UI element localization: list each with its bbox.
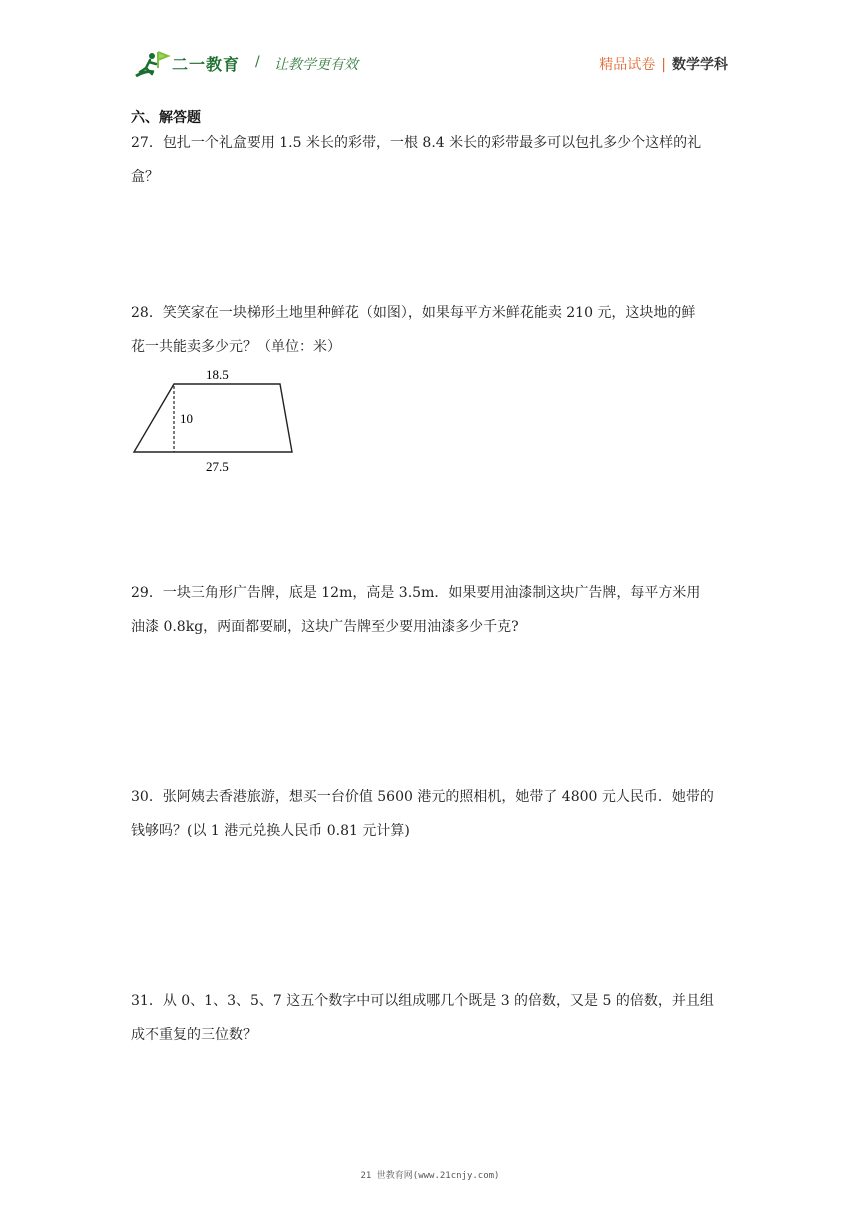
header-rule xyxy=(132,82,730,83)
header-slash: / xyxy=(255,54,260,70)
trapezoid-figure xyxy=(130,362,300,478)
question-line: 27．包扎一个礼盒要用 1.5 米长的彩带，一根 8.4 米长的彩带最多可以包扎多少个这样的礼 xyxy=(131,135,702,151)
tag-subject: 数学学科 xyxy=(672,57,728,73)
question-28 xyxy=(131,296,731,364)
page-header xyxy=(132,48,732,82)
height-label: 10 xyxy=(180,411,193,426)
running-person-flag-icon xyxy=(132,48,172,82)
question-line: 花一共能卖多少元？（单位：米） xyxy=(131,339,341,355)
question-line: 油漆 0.8kg，两面都要刷，这块广告牌至少要用油漆多少千克? xyxy=(131,619,519,635)
tag-divider: | xyxy=(661,57,666,73)
logo-text: 二一教育 xyxy=(172,55,241,74)
top-base-label: 18.5 xyxy=(206,367,229,382)
trapezoid-diagram xyxy=(130,362,300,478)
question-29 xyxy=(131,576,731,644)
bottom-base-label: 27.5 xyxy=(206,459,229,474)
question-31 xyxy=(131,984,731,1052)
section-title: 六、解答题 xyxy=(131,110,201,126)
question-30 xyxy=(131,780,731,848)
slogan: 让教学更有效 xyxy=(274,57,358,73)
question-27 xyxy=(131,126,731,194)
question-line: 28．笑笑家在一块梯形土地里种鲜花（如图），如果每平方米鲜花能卖 210 元，这块地的鲜 xyxy=(131,305,696,321)
header-tags xyxy=(599,54,728,74)
question-line: 钱够吗？(以 1 港元兑换人民币 0.81 元计算) xyxy=(131,823,410,839)
question-line: 29．一块三角形广告牌，底是 12m，高是 3.5m．如果要用油漆制这块广告牌，每平方米用 xyxy=(131,585,701,601)
question-line: 成不重复的三位数？ xyxy=(131,1027,257,1043)
tag-quality: 精品试卷 xyxy=(599,57,656,73)
question-line: 30．张阿姨去香港旅游，想买一台价值 5600 港元的照相机，她带了 4800 元人民币．她带的 xyxy=(131,789,714,805)
page-footer: 21 世教育网(www.21cnjy.com) xyxy=(360,1171,500,1181)
question-line: 盒？ xyxy=(131,169,159,185)
logo xyxy=(132,48,242,82)
question-line: 31．从 0、1、3、5、7 这五个数字中可以组成哪几个既是 3 的倍数，又是 5 的倍数，并且组 xyxy=(131,993,714,1009)
